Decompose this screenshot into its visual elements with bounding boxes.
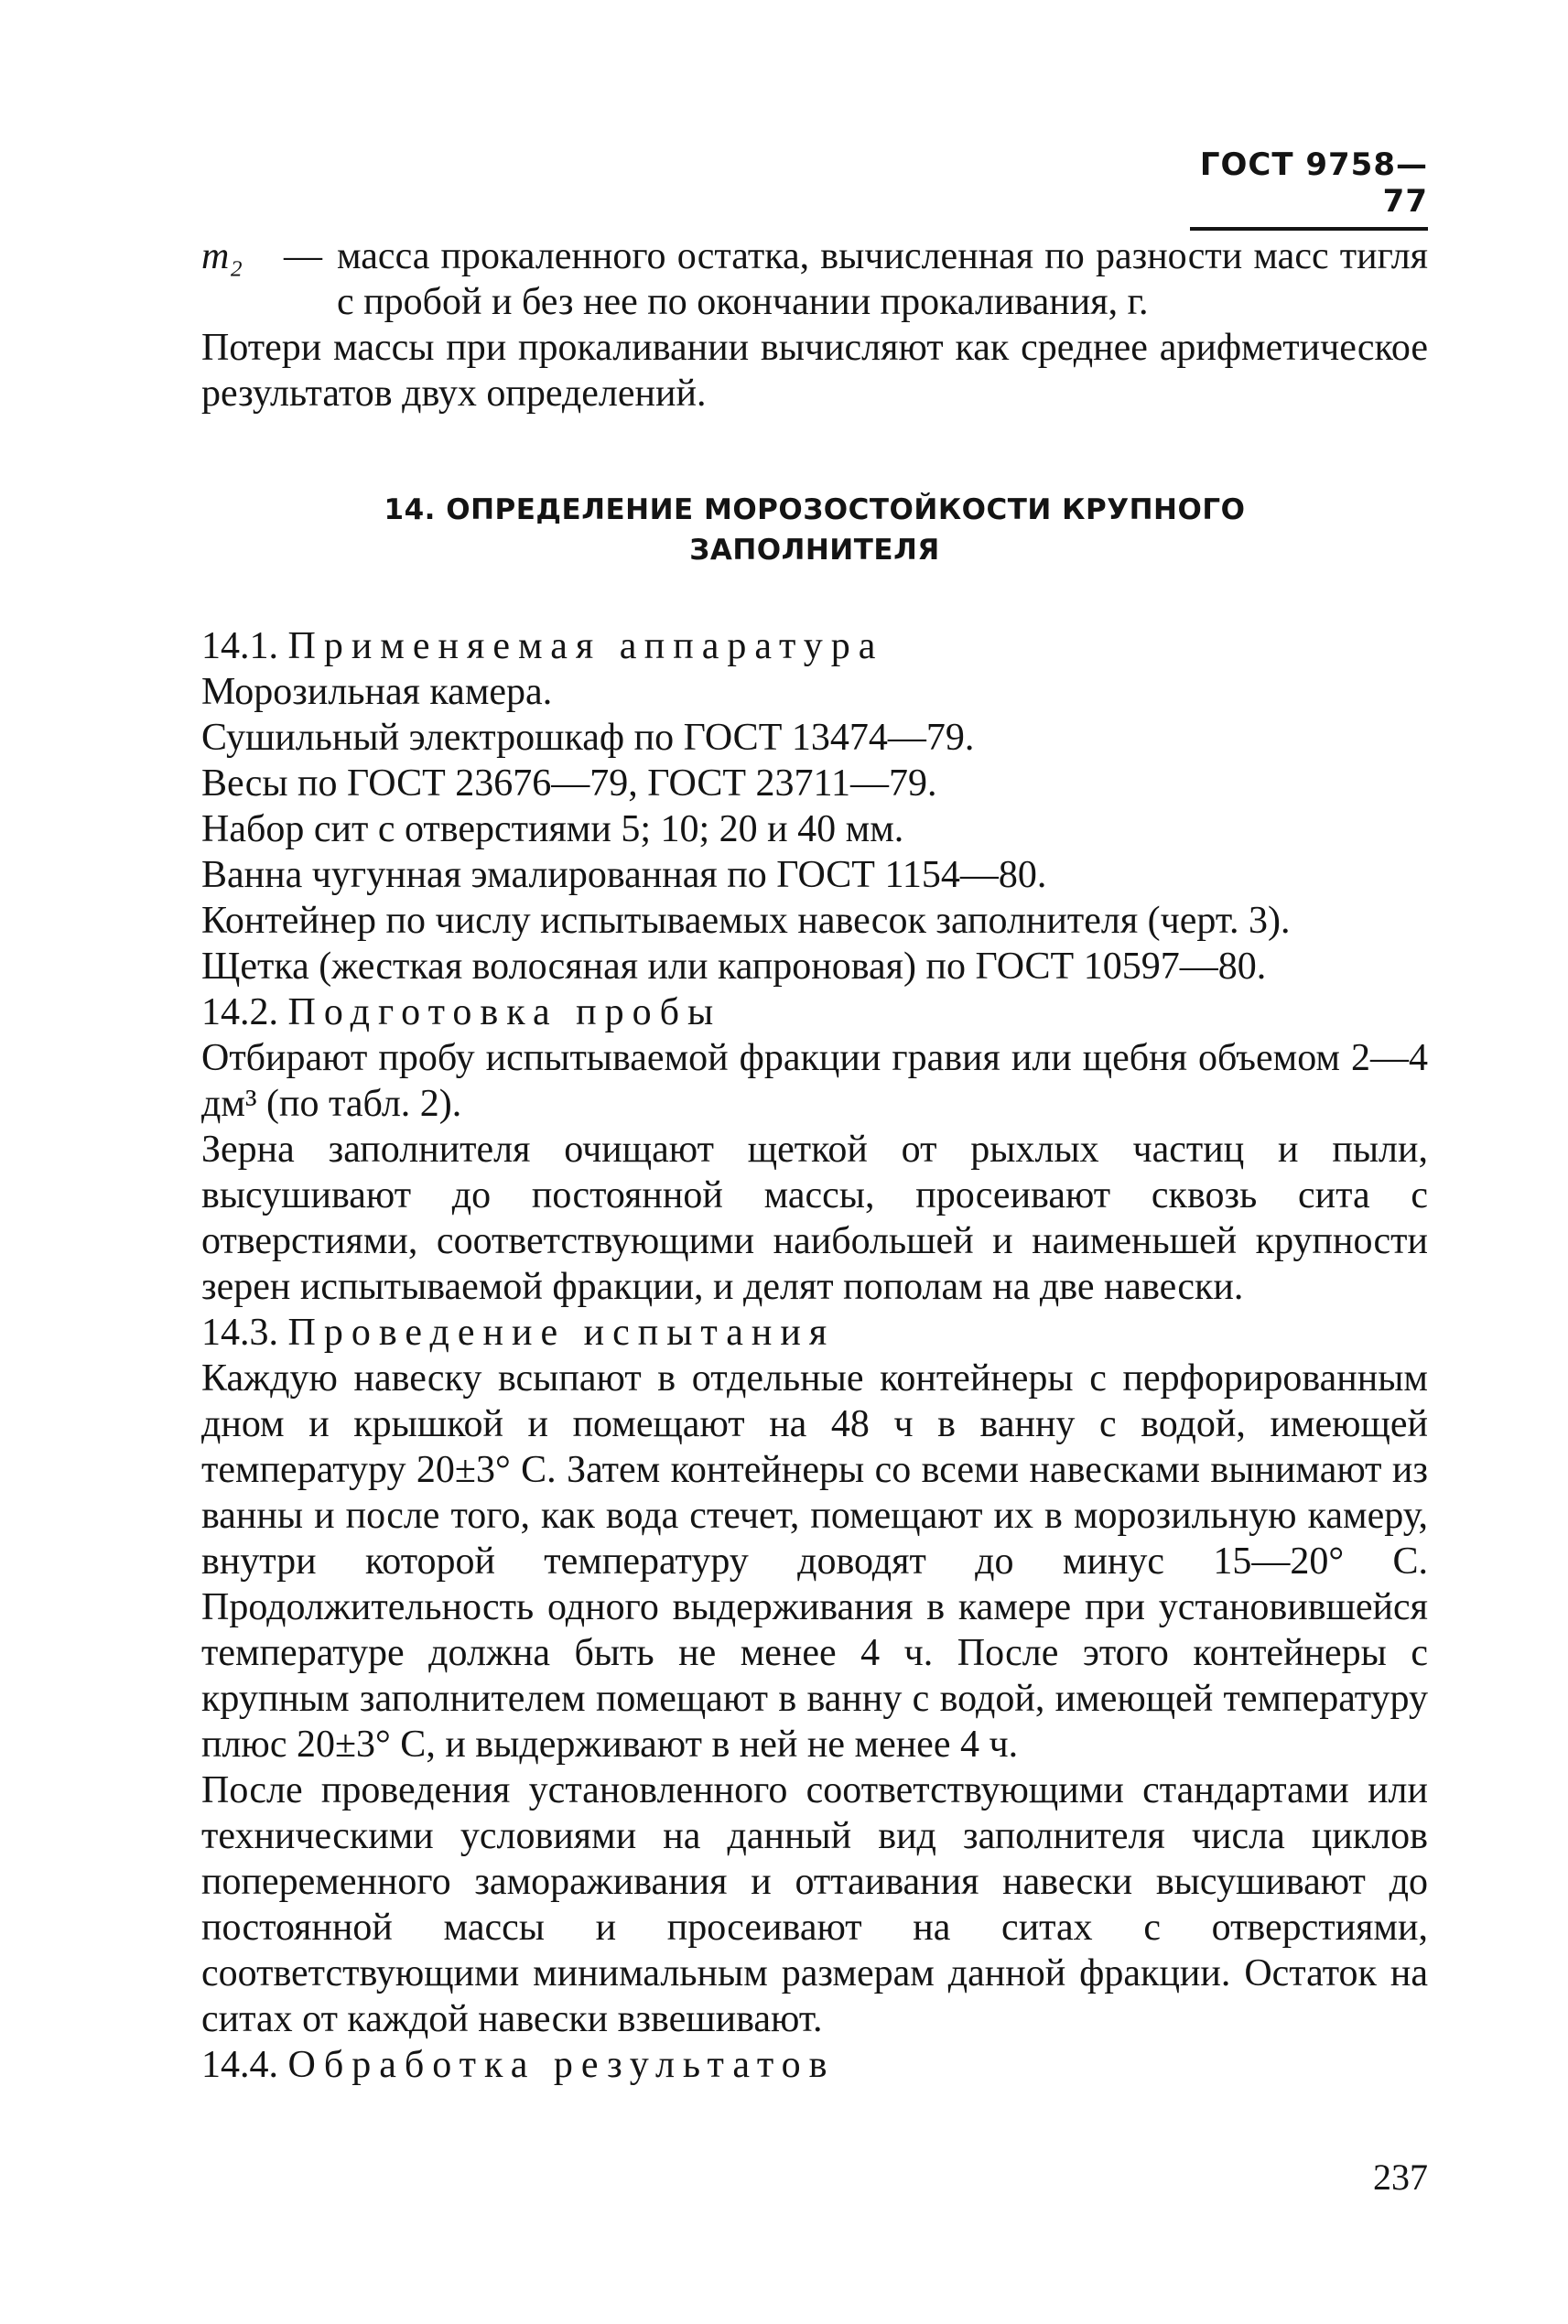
variable-definition (201, 233, 1428, 325)
page-content (201, 233, 1428, 2088)
subsection-14-2-title: Подготовка пробы (287, 991, 722, 1033)
paragraph-sampling: Отбирают пробу испытываемой фракции гравия или щебня объемом 2—4 дм³ (по табл. 2). (201, 1037, 1428, 1125)
subsection-14-1-title: Применяемая аппаратура (287, 625, 884, 667)
section-14-title-line1: 14. ОПРЕДЕЛЕНИЕ МОРОЗОСТОЙКОСТИ КРУПНОГО (384, 493, 1246, 526)
definition-dash: — (284, 235, 322, 277)
subsection-14-2-heading (201, 989, 1428, 1035)
subsection-14-1-number: 14.1. (201, 625, 278, 667)
paragraph-grain-preparation: Зерна заполнителя очищают щеткой от рыхлых частиц и пыли, высушивают до постоянной массы, просеивают сквозь сита с отверстиями, соответствующими наибольшей и наименьшей крупности зерен испытываемой фракции, и делят пополам на две навески. (201, 1129, 1428, 1308)
equipment-item: Весы по ГОСТ 23676—79, ГОСТ 23711—79. (201, 762, 937, 805)
definition-term: m₂ (201, 235, 243, 277)
equipment-item: Щетка (жесткая волосяная или капроновая) по ГОСТ 10597—80. (201, 946, 1267, 988)
equipment-item: Сушильный электрошкаф по ГОСТ 13474—79. (201, 717, 975, 759)
subsection-14-4-number: 14.4. (201, 2044, 278, 2086)
subsection-14-3 (201, 1310, 1428, 2042)
subsection-14-2 (201, 989, 1428, 1310)
definition-text: масса прокаленного остатка, вычисленная по разности масс тигля с пробой и без нее по окончании прокаливания, г. (337, 235, 1428, 323)
subsection-14-4-heading (201, 2042, 1428, 2088)
subsection-14-1-heading (201, 623, 1428, 669)
section-14-title-line2: ЗАПОЛНИТЕЛЯ (689, 534, 940, 567)
paragraph-after-cycles: После проведения установленного соответствующими стандартами или техническими условиями на данный вид заполнителя числа циклов попеременного замораживания и оттаивания навески высушивают до постоянной массы и просеивают на ситах с отверстиями, соответствующими минимальным размерам данной фракции. Остаток на ситах от каждой навески взвешивают. (201, 1769, 1428, 2040)
subsection-14-4 (201, 2042, 1428, 2088)
subsection-14-3-heading (201, 1310, 1428, 1356)
subsection-14-3-number: 14.3. (201, 1312, 278, 1354)
equipment-item: Контейнер по числу испытываемых навесок заполнителя (черт. 3). (201, 900, 1291, 942)
equipment-item: Набор сит с отверстиями 5; 10; 20 и 40 мм. (201, 808, 904, 850)
subsection-14-1 (201, 623, 1428, 989)
equipment-item: Морозильная камера. (201, 671, 553, 713)
subsection-14-2-number: 14.2. (201, 991, 278, 1033)
equipment-item: Ванна чугунная эмалированная по ГОСТ 1154—80. (201, 854, 1047, 896)
section-14-heading (201, 490, 1428, 570)
paragraph-loss-of-mass: Потери массы при прокаливании вычисляют как среднее арифметическое результатов двух определений. (201, 327, 1428, 415)
document-code-header: ГОСТ 9758—77 (1190, 146, 1428, 231)
subsection-14-3-title: Проведение испытания (287, 1312, 836, 1354)
paragraph-test-procedure: Каждую навеску всыпают в отдельные контейнеры с перфорированным дном и крышкой и помещают на 48 ч в ванну с водой, имеющей температуру 20±3° С. Затем контейнеры со всеми навесками вынимают из ванны и после того, как вода стечет, помещают их в морозильную камеру, внутри которой температуру доводят до минус 15—20° С. Продолжительность одного выдерживания в камере при установившейся температуре должна быть не менее 4 ч. После этого контейнеры с крупным заполнителем помещают в ванну с водой, имеющей температуру плюс 20±3° С, и выдерживают в ней не менее 4 ч. (201, 1357, 1428, 1766)
page-number: 237 (1373, 2156, 1428, 2198)
subsection-14-4-title: Обработка результатов (287, 2044, 836, 2086)
